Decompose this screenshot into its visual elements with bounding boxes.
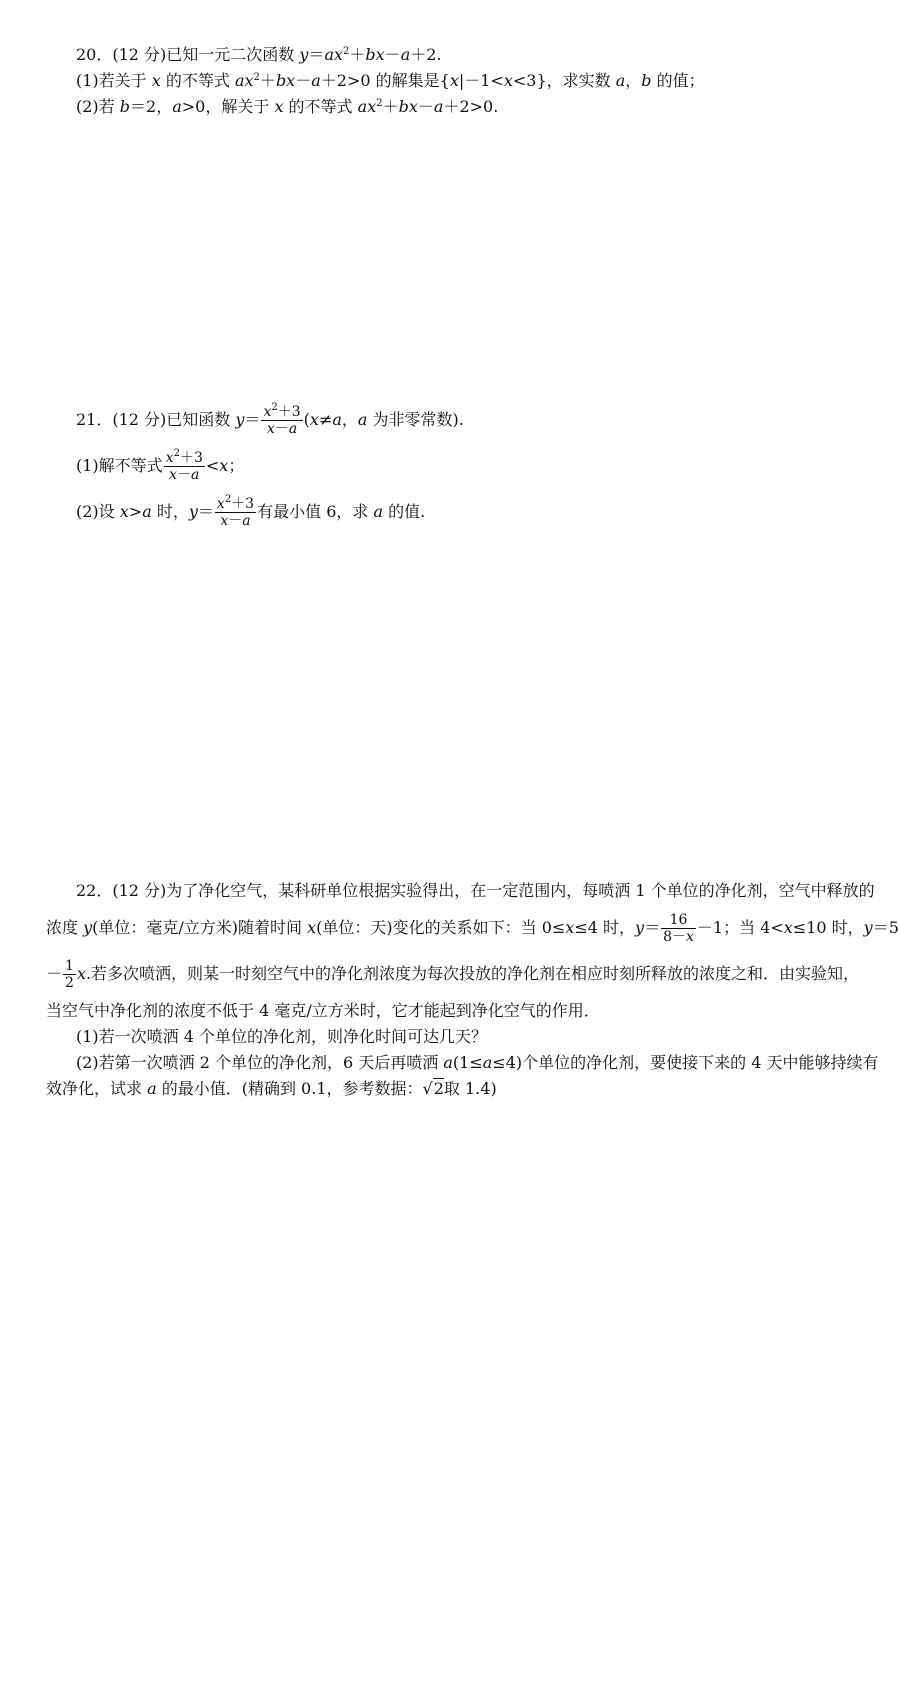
q22-line-1: 22．(12 分)为了净化空气，某科研单位根据实验得出，在一定范围内，每喷洒 1 个单位的净化剂，空气中释放的	[76, 881, 875, 900]
q22-line-3: － $\frac{1}{2}$ x.若多次喷洒，则某一时刻空气中的净化剂浓度为每次投放的净化剂在相应时刻所释放的浓度之和．由实验知，	[46, 958, 860, 991]
q22-line-2: 浓度 y(单位：毫克/立方米)随着时间 x(单位：天)变化的关系如下：当 0≤x≤4 时，y＝ $\frac{16}{8-x}$ －1；当 4<x≤10 时，y＝5	[46, 912, 899, 945]
q20-stem: 20．(12 分)已知一元二次函数 $y=ax^2+bx-a+2$.	[76, 45, 442, 64]
sqrt-two: √2	[422, 1079, 444, 1098]
q22-part1: (1)若一次喷洒 4 个单位的净化剂，则净化时间可达几天？	[76, 1027, 488, 1046]
q22-part2-line-2: 效净化，试求 a 的最小值．(精确到 0.1，参考数据：√2取 1.4)	[46, 1079, 497, 1098]
q21-fraction: $\frac{x^2+3}{x-a}$	[263, 402, 301, 437]
q22-line-4: 当空气中净化剂的浓度不低于 4 毫克/立方米时，它才能起到净化空气的作用．	[46, 1001, 600, 1020]
q22-fraction-half: $\frac{1}{2}$	[65, 958, 74, 991]
q22-fraction-16: $\frac{16}{8-x}$	[663, 912, 694, 945]
q21-part2: (2)设 x>a 时，y＝ $\frac{x^2+3}{x-a}$ 有最小值 6，求 a 的值.	[76, 494, 426, 529]
q20-part2: (2)若 b＝2，a>0，解关于 x 的不等式 $ax^2+bx-a+2>0$.	[76, 97, 499, 116]
q22-part2-line-1: (2)若第一次喷洒 2 个单位的净化剂，6 天后再喷洒 a(1≤a≤4)个单位的净化剂，要使接下来的 4 天中能够持续有	[76, 1053, 879, 1072]
q21-part1-fraction: $\frac{x^2+3}{x-a}$	[165, 448, 203, 483]
q21-stem: 21．(12 分)已知函数 y＝ $\frac{x^2+3}{x-a}$ (x≠a，a 为非零常数).	[76, 402, 464, 437]
q20-part1: (1)若关于 x 的不等式 $ax^2+bx-a+2>0$ 的解集是{x|－1<x<3}，求实数 a，b 的值；	[76, 71, 705, 90]
q21-part1: (1)解不等式 $\frac{x^2+3}{x-a}$ <x；	[76, 448, 245, 483]
q21-part2-fraction: $\frac{x^2+3}{x-a}$	[216, 494, 255, 529]
